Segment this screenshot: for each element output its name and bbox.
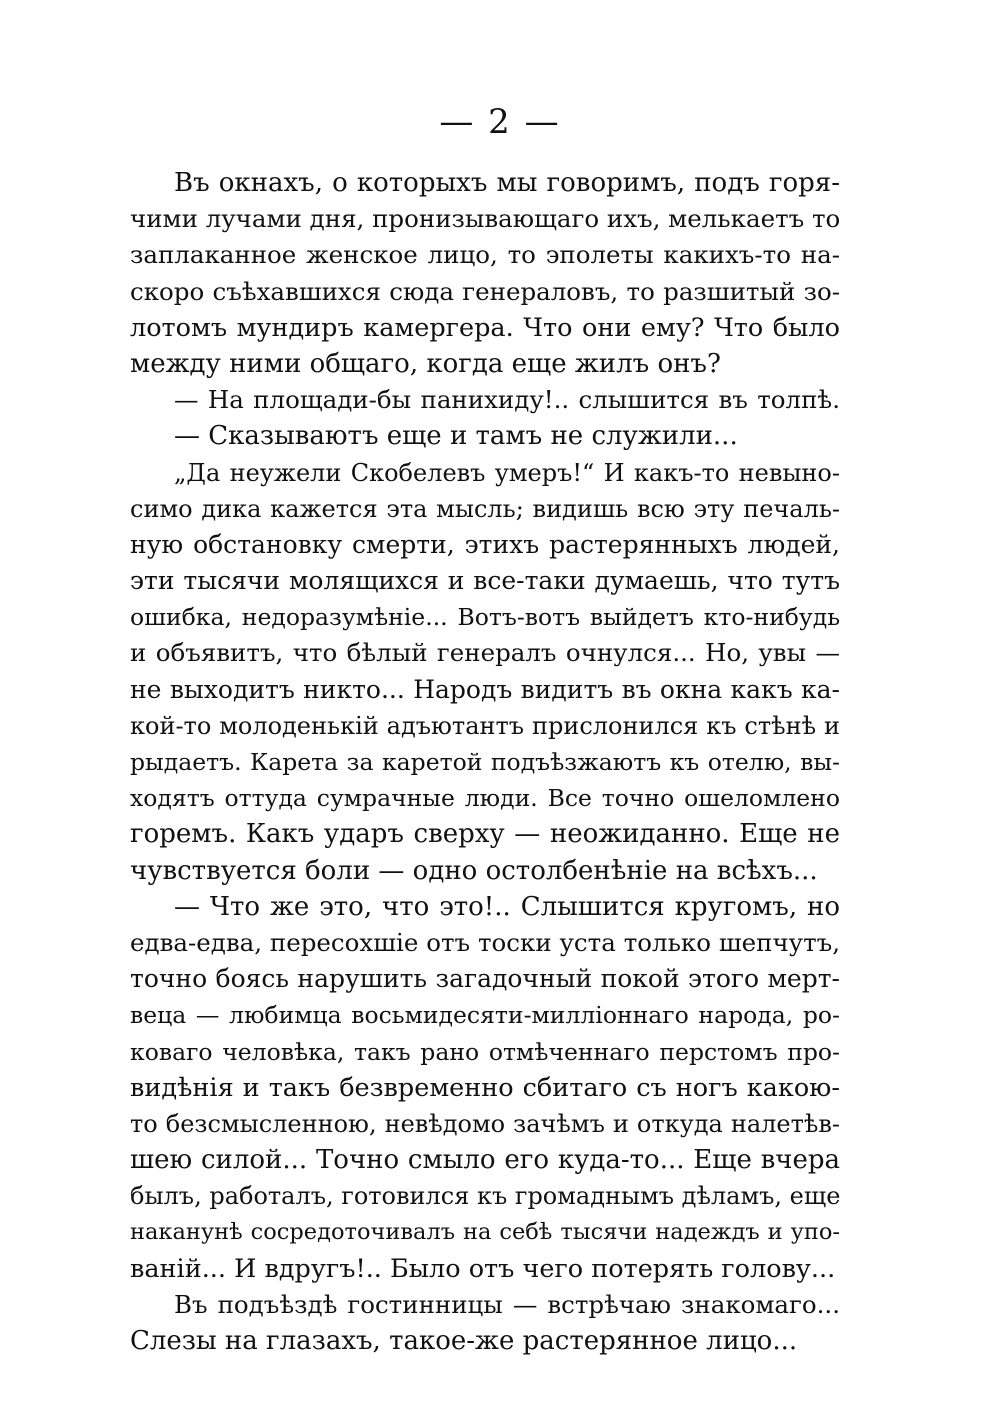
text-line: едва-едва, пересохшіе отъ тоски уста только шепчутъ, [130, 927, 840, 957]
text-line: заплаканное женское лицо, то эполеты какихъ-то на- [130, 240, 840, 270]
text-line: симо дика кажется эта мысль; видишь всю эту печаль- [130, 494, 840, 523]
text-line: то безсмысленною, невѣдомо зачѣмъ и откуда налетѣв- [130, 1109, 840, 1138]
text-line: коваго человѣка, такъ рано отмѣченнаго перстомъ про- [130, 1037, 840, 1066]
text-line: — Сказываютъ еще и тамъ не служили... [174, 421, 738, 452]
text-line: веца — любимца восьмидесяти-милліоннаго народа, ро- [130, 1001, 840, 1030]
paragraph [130, 1287, 840, 1359]
text-line: видѣнія и такъ безвременно сбитаго съ ногъ какою- [130, 1072, 840, 1103]
text-line: рыдаетъ. Карета за каретой подъѣзжаютъ къ отелю, вы- [130, 748, 840, 776]
paragraph [130, 455, 840, 889]
text-line: не выходитъ никто... Народъ видитъ въ окна какъ ка- [130, 674, 840, 704]
text-body [130, 165, 840, 1359]
text-line: лотомъ мундиръ камергера. Что они ему? Что было [130, 312, 840, 343]
text-line: ошибка, недоразумѣніе... Вотъ-вотъ выйдетъ кто-нибудь [130, 603, 840, 632]
page-number: — 2 — [439, 102, 561, 142]
text-line: ную обстановку смерти, этихъ растерянныхъ людей, [130, 529, 840, 559]
paragraph [130, 382, 840, 418]
text-line: между ними общаго, когда еще жилъ онъ? [130, 348, 721, 379]
text-line: скоро съѣхавшихся сюда генераловъ, то разшитый зо- [130, 276, 840, 306]
text-line: „Да неужели Скобелевъ умеръ!“ И какъ-то невыно- [174, 458, 840, 487]
text-line: ходятъ оттуда сумрачные люди. Все точно ошеломлено [130, 784, 840, 813]
text-line: чими лучами дня, пронизывающаго ихъ, мелькаетъ то [130, 204, 841, 234]
text-line: — На площади-бы панихиду!.. слышится въ толпѣ. [174, 385, 840, 415]
text-line: и объявитъ, что бѣлый генералъ очнулся... Но, увы — [130, 638, 840, 668]
paragraph [130, 889, 840, 1287]
text-line: Слезы на глазахъ, такое-же растерянное лицо... [130, 1326, 798, 1356]
text-line: былъ, работалъ, готовился къ громаднымъ дѣламъ, еще [130, 1182, 841, 1211]
text-line: эти тысячи молящихся и все-таки думаешь, что тутъ [130, 566, 840, 596]
paragraph [130, 418, 840, 454]
text-line: точно боясь нарушить загадочный покой этого мерт- [130, 964, 840, 994]
text-line: Въ подъѣздѣ гостинницы — встрѣчаю знакомаго... [174, 1289, 840, 1319]
text-line: — Что же это, что это!.. Слышится кругомъ, но [174, 891, 840, 922]
paragraph [130, 165, 840, 382]
text-line: ваній... И вдругъ!.. Было отъ чего потерять голову... [130, 1253, 836, 1284]
text-line: горемъ. Какъ ударъ сверху — неожиданно. Еще не [130, 819, 840, 850]
text-line: шею силой... Точно смыло его куда-то... Еще вчера [130, 1145, 840, 1176]
text-line: кой-то молоденькій адъютантъ прислонился къ стѣнѣ и [130, 711, 840, 740]
text-line: Въ окнахъ, о которыхъ мы говоримъ, подъ горя- [174, 168, 840, 198]
text-line: чувствуется боли — одно остолбенѣніе на всѣхъ... [130, 855, 818, 886]
text-line: наканунѣ сосредоточивалъ на себѣ тысячи надеждъ и упо- [130, 1219, 840, 1246]
